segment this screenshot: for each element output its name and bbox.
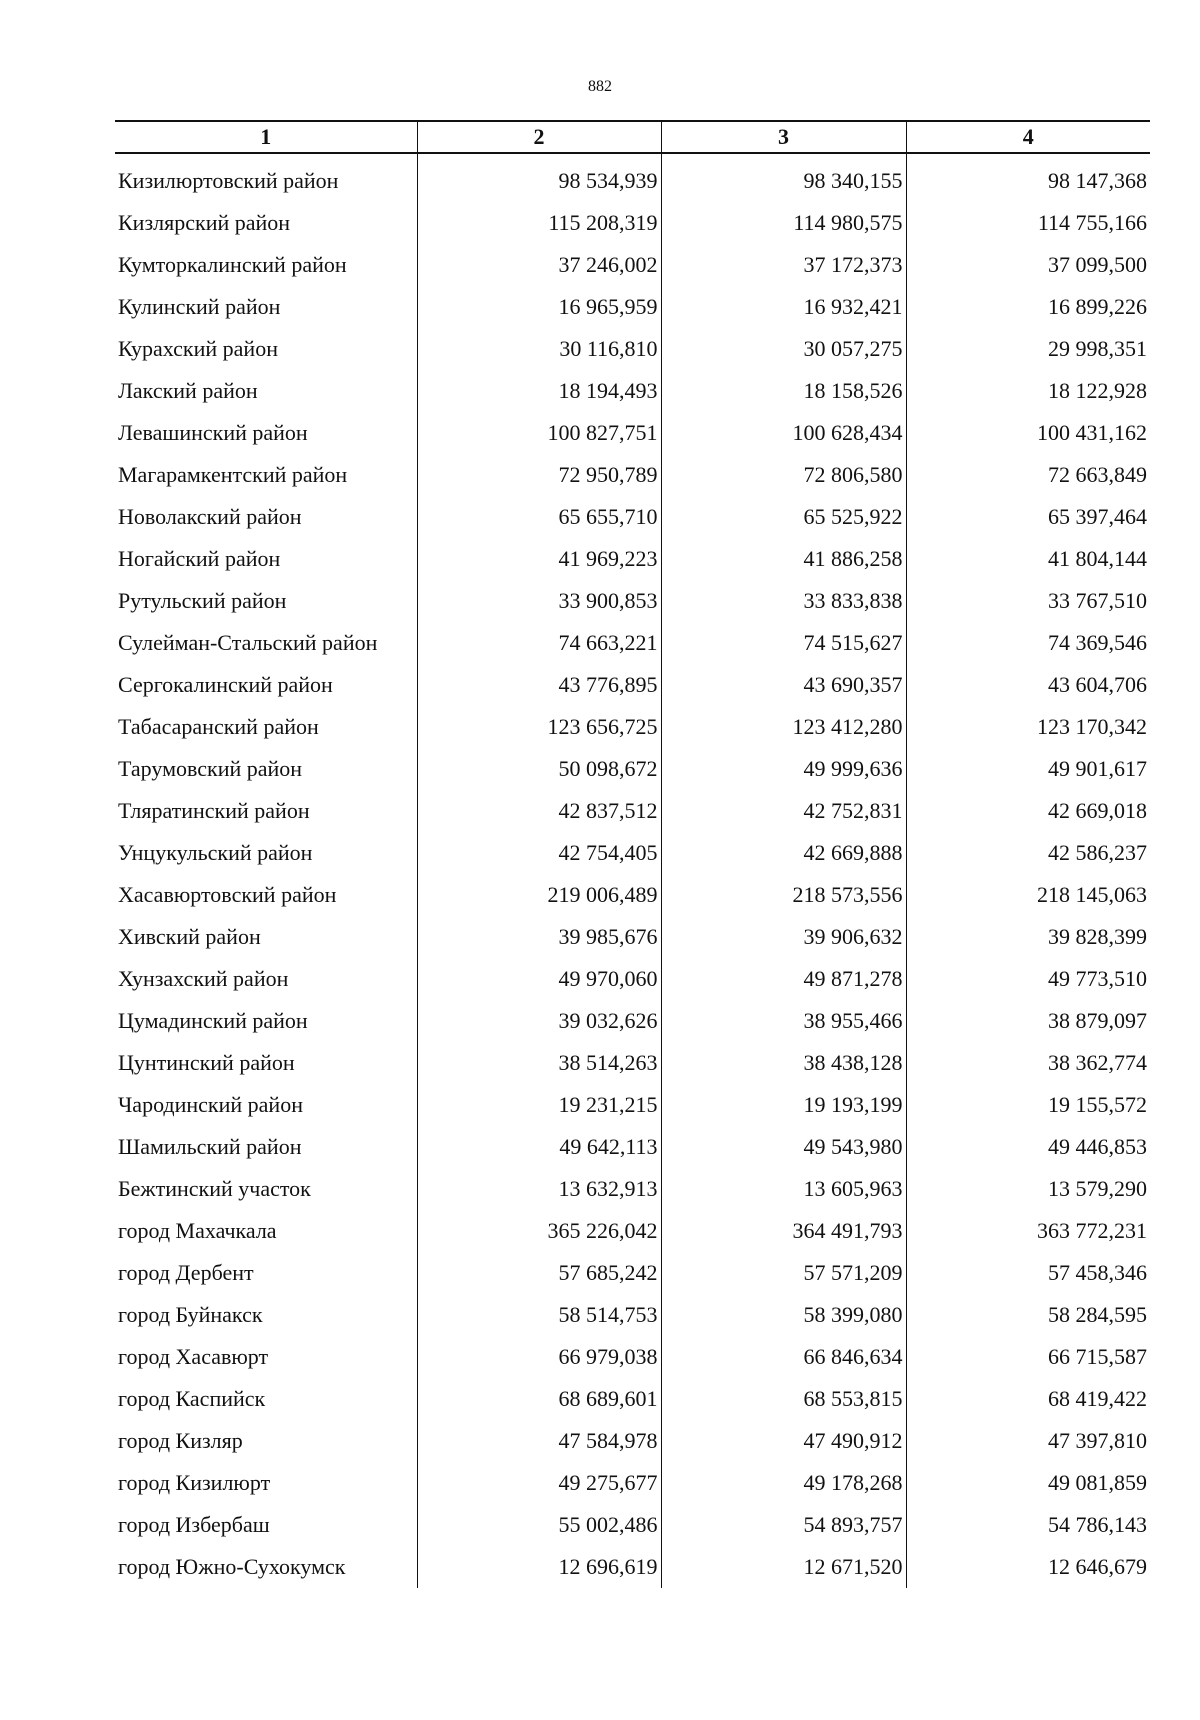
value-column-3: 12 671,520 [661, 1546, 906, 1588]
value-column-4: 16 899,226 [906, 286, 1150, 328]
value-column-2: 49 642,113 [417, 1126, 661, 1168]
value-column-2: 41 969,223 [417, 538, 661, 580]
value-column-4: 39 828,399 [906, 916, 1150, 958]
table-row [115, 1042, 1150, 1084]
table-row [115, 874, 1150, 916]
municipality-name: Сергокалинский район [118, 672, 333, 697]
table-row [115, 1504, 1150, 1546]
table-row [115, 580, 1150, 622]
municipality-name: город Хасавюрт [118, 1344, 269, 1369]
value-column-2: 38 514,263 [417, 1042, 661, 1084]
table-row [115, 664, 1150, 706]
municipality-name: город Кизляр [118, 1428, 243, 1453]
table-row [115, 1462, 1150, 1504]
value-column-4: 38 879,097 [906, 1000, 1150, 1042]
value-column-2: 19 231,215 [417, 1084, 661, 1126]
value-column-3: 41 886,258 [661, 538, 906, 580]
value-column-2: 16 965,959 [417, 286, 661, 328]
value-column-3: 47 490,912 [661, 1420, 906, 1462]
value-column-2: 123 656,725 [417, 706, 661, 748]
value-column-2: 68 689,601 [417, 1378, 661, 1420]
value-column-4: 100 431,162 [906, 412, 1150, 454]
value-column-2: 219 006,489 [417, 874, 661, 916]
value-column-2: 49 275,677 [417, 1462, 661, 1504]
municipality-name: Магарамкентский район [118, 462, 348, 487]
value-column-2: 66 979,038 [417, 1336, 661, 1378]
value-column-3: 58 399,080 [661, 1294, 906, 1336]
value-column-4: 72 663,849 [906, 454, 1150, 496]
table-row [115, 1546, 1150, 1588]
value-column-4: 54 786,143 [906, 1504, 1150, 1546]
value-column-2: 57 685,242 [417, 1252, 661, 1294]
municipality-name: Кулинский район [118, 294, 281, 319]
table-row [115, 496, 1150, 538]
municipality-name: Хивский район [118, 924, 261, 949]
table-row [115, 244, 1150, 286]
municipality-name: Кумторкалинский район [118, 252, 347, 277]
table-row [115, 622, 1150, 664]
value-column-2: 42 837,512 [417, 790, 661, 832]
value-column-3: 100 628,434 [661, 412, 906, 454]
value-column-2: 55 002,486 [417, 1504, 661, 1546]
municipality-name: Сулейман-Стальский район [118, 630, 378, 655]
municipality-name: Шамильский район [118, 1134, 302, 1159]
table-row [115, 286, 1150, 328]
municipality-name: Ногайский район [118, 546, 281, 571]
value-column-3: 68 553,815 [661, 1378, 906, 1420]
value-column-4: 42 586,237 [906, 832, 1150, 874]
table-row [115, 1294, 1150, 1336]
table-row [115, 454, 1150, 496]
municipality-name: Бежтинский участок [118, 1176, 311, 1201]
value-column-3: 49 871,278 [661, 958, 906, 1000]
value-column-4: 68 419,422 [906, 1378, 1150, 1420]
table-row [115, 1210, 1150, 1252]
municipality-name: Табасаранский район [118, 714, 319, 739]
value-column-4: 114 755,166 [906, 202, 1150, 244]
value-column-4: 18 122,928 [906, 370, 1150, 412]
municipality-name: город Махачкала [118, 1218, 277, 1243]
value-column-2: 43 776,895 [417, 664, 661, 706]
value-column-3: 57 571,209 [661, 1252, 906, 1294]
table-row [115, 1168, 1150, 1210]
municipality-name: Тарумовский район [118, 756, 303, 781]
municipality-name: Левашинский район [118, 420, 308, 445]
value-column-3: 42 752,831 [661, 790, 906, 832]
value-column-3: 98 340,155 [661, 153, 906, 202]
table-row [115, 1000, 1150, 1042]
value-column-4: 65 397,464 [906, 496, 1150, 538]
municipality-name: город Избербаш [118, 1512, 270, 1537]
value-column-4: 42 669,018 [906, 790, 1150, 832]
value-column-4: 74 369,546 [906, 622, 1150, 664]
municipality-name: Новолакский район [118, 504, 302, 529]
value-column-2: 100 827,751 [417, 412, 661, 454]
table-row [115, 832, 1150, 874]
value-column-2: 98 534,939 [417, 153, 661, 202]
municipality-name: город Каспийск [118, 1386, 266, 1411]
value-column-4: 363 772,231 [906, 1210, 1150, 1252]
table-row [115, 1336, 1150, 1378]
value-column-4: 218 145,063 [906, 874, 1150, 916]
value-column-3: 38 955,466 [661, 1000, 906, 1042]
value-column-3: 123 412,280 [661, 706, 906, 748]
municipality-name: Хасавюртовский район [118, 882, 337, 907]
column-header-3: 3 [661, 121, 906, 153]
table-header [115, 121, 1150, 153]
municipality-name: Унцукульский район [118, 840, 313, 865]
value-column-2: 37 246,002 [417, 244, 661, 286]
municipality-name: Кизлярский район [118, 210, 291, 235]
municipality-name: Чародинский район [118, 1092, 303, 1117]
value-column-4: 19 155,572 [906, 1084, 1150, 1126]
value-column-4: 12 646,679 [906, 1546, 1150, 1588]
value-column-3: 37 172,373 [661, 244, 906, 286]
value-column-3: 13 605,963 [661, 1168, 906, 1210]
value-column-2: 115 208,319 [417, 202, 661, 244]
value-column-2: 47 584,978 [417, 1420, 661, 1462]
municipality-name: Цунтинский район [118, 1050, 295, 1075]
value-column-3: 42 669,888 [661, 832, 906, 874]
value-column-2: 365 226,042 [417, 1210, 661, 1252]
value-column-3: 364 491,793 [661, 1210, 906, 1252]
value-column-4: 57 458,346 [906, 1252, 1150, 1294]
table-row [115, 1084, 1150, 1126]
value-column-4: 123 170,342 [906, 706, 1150, 748]
value-column-4: 66 715,587 [906, 1336, 1150, 1378]
value-column-4: 33 767,510 [906, 580, 1150, 622]
value-column-2: 18 194,493 [417, 370, 661, 412]
value-column-2: 39 985,676 [417, 916, 661, 958]
value-column-3: 49 543,980 [661, 1126, 906, 1168]
table-body [115, 153, 1150, 1588]
municipality-name: Рутульский район [118, 588, 287, 613]
value-column-2: 13 632,913 [417, 1168, 661, 1210]
value-column-4: 13 579,290 [906, 1168, 1150, 1210]
value-column-3: 19 193,199 [661, 1084, 906, 1126]
allocation-table [115, 120, 1150, 1588]
value-column-2: 58 514,753 [417, 1294, 661, 1336]
value-column-3: 114 980,575 [661, 202, 906, 244]
value-column-3: 72 806,580 [661, 454, 906, 496]
value-column-2: 33 900,853 [417, 580, 661, 622]
value-column-2: 39 032,626 [417, 1000, 661, 1042]
value-column-4: 38 362,774 [906, 1042, 1150, 1084]
value-column-3: 65 525,922 [661, 496, 906, 538]
value-column-4: 37 099,500 [906, 244, 1150, 286]
value-column-2: 74 663,221 [417, 622, 661, 664]
value-column-3: 43 690,357 [661, 664, 906, 706]
value-column-3: 66 846,634 [661, 1336, 906, 1378]
value-column-2: 42 754,405 [417, 832, 661, 874]
municipality-name: Цумадинский район [118, 1008, 308, 1033]
table-row [115, 706, 1150, 748]
table-row [115, 202, 1150, 244]
table-row [115, 1252, 1150, 1294]
value-column-4: 49 446,853 [906, 1126, 1150, 1168]
municipality-name: город Кизилюрт [118, 1470, 271, 1495]
table-row [115, 1378, 1150, 1420]
table-row [115, 916, 1150, 958]
value-column-2: 49 970,060 [417, 958, 661, 1000]
table-row [115, 370, 1150, 412]
municipality-name: Хунзахский район [118, 966, 289, 991]
value-column-2: 50 098,672 [417, 748, 661, 790]
header-row [115, 121, 1150, 153]
value-column-4: 29 998,351 [906, 328, 1150, 370]
municipality-name: Тляратинский район [118, 798, 310, 823]
value-column-4: 49 081,859 [906, 1462, 1150, 1504]
table-row [115, 748, 1150, 790]
value-column-4: 43 604,706 [906, 664, 1150, 706]
value-column-3: 49 999,636 [661, 748, 906, 790]
value-column-3: 74 515,627 [661, 622, 906, 664]
column-header-2: 2 [417, 121, 661, 153]
value-column-4: 41 804,144 [906, 538, 1150, 580]
table-row [115, 958, 1150, 1000]
value-column-3: 54 893,757 [661, 1504, 906, 1546]
municipality-name: Лакский район [118, 378, 258, 403]
municipality-name: Кизилюртовский район [118, 168, 339, 193]
value-column-2: 30 116,810 [417, 328, 661, 370]
table-row [115, 1420, 1150, 1462]
table-row [115, 1126, 1150, 1168]
column-header-4: 4 [906, 121, 1150, 153]
municipality-name: город Буйнакск [118, 1302, 263, 1327]
municipality-name: город Южно-Сухокумск [118, 1554, 346, 1579]
value-column-3: 33 833,838 [661, 580, 906, 622]
municipality-name: город Дербент [118, 1260, 254, 1285]
value-column-4: 98 147,368 [906, 153, 1150, 202]
table-row [115, 328, 1150, 370]
value-column-4: 47 397,810 [906, 1420, 1150, 1462]
table-row [115, 790, 1150, 832]
page-number: 882 [588, 78, 612, 95]
value-column-2: 65 655,710 [417, 496, 661, 538]
value-column-3: 30 057,275 [661, 328, 906, 370]
value-column-3: 18 158,526 [661, 370, 906, 412]
table-row [115, 412, 1150, 454]
value-column-3: 218 573,556 [661, 874, 906, 916]
value-column-3: 39 906,632 [661, 916, 906, 958]
table-row [115, 153, 1150, 202]
value-column-3: 16 932,421 [661, 286, 906, 328]
value-column-2: 72 950,789 [417, 454, 661, 496]
value-column-3: 38 438,128 [661, 1042, 906, 1084]
value-column-4: 49 773,510 [906, 958, 1150, 1000]
value-column-3: 49 178,268 [661, 1462, 906, 1504]
table-row [115, 538, 1150, 580]
value-column-4: 58 284,595 [906, 1294, 1150, 1336]
column-header-1: 1 [115, 121, 417, 153]
value-column-4: 49 901,617 [906, 748, 1150, 790]
value-column-2: 12 696,619 [417, 1546, 661, 1588]
municipality-name: Курахский район [118, 336, 278, 361]
